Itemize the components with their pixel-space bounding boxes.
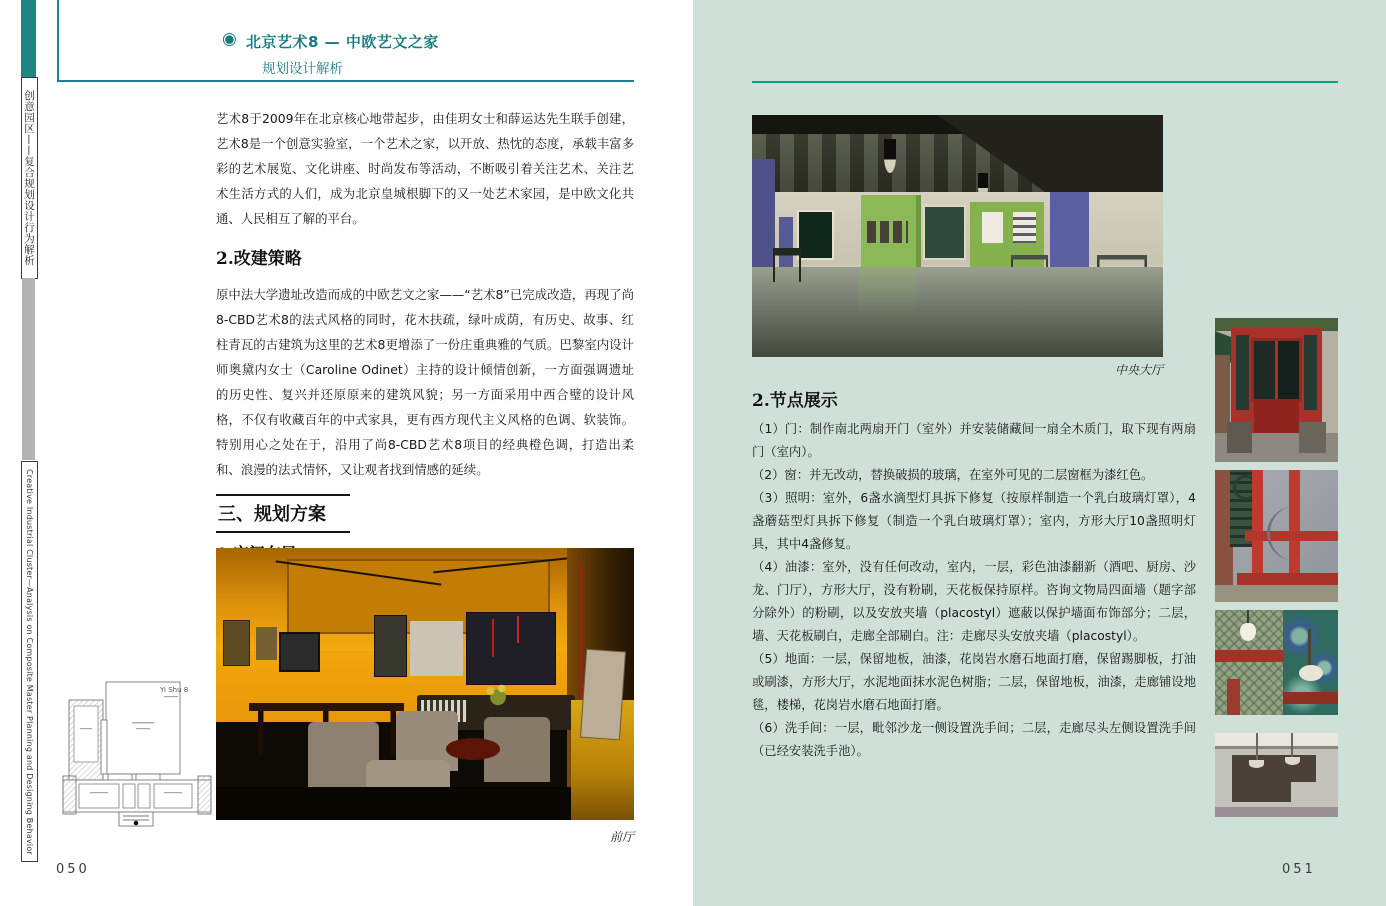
header-bullet-icon: ◉ — [222, 29, 237, 49]
photo-tv-screen — [279, 632, 321, 671]
photo-glass-curve — [1267, 507, 1319, 560]
photo-console-table — [249, 703, 404, 711]
right-page-number: 051 — [1282, 862, 1316, 877]
photo-wall-frames — [224, 621, 249, 665]
photo-floor-reflection — [859, 267, 917, 315]
strategy-paragraph: 原中法大学遗址改造而成的中欧艺文之家——“艺术8”已完成改造，再现了尚8-CBD艺术8的法式风格的同时，花木扶疏，绿叶成荫，有历史、故事、红柱青瓦的古建筑为这里的艺术8更增添了一份庄重典雅的气质。巴黎室内设计师奥黛内女士（Caroline Odinet）主持的设计倾情创新，一方面强调遗址的历史性、复兴并还原原来的建筑风貌；另一方面采用中西合璧的设计风格，不仅有收藏百年的中式家具，更有西方现代主义风格的色调、软装饰。特别用心之处在于，沿用了尚8-CBD艺术8项目的经典橙色调，打造出柔和、浪漫的法式情怀，又让观者找到情感的延续。 — [216, 287, 634, 477]
photo-artwork-canvas — [410, 621, 462, 675]
photo-small-art-row — [867, 221, 908, 243]
floor-plan-drawing — [60, 672, 214, 848]
photo-leaning-art — [581, 650, 625, 739]
photo-blue-panel-right — [1050, 192, 1089, 277]
photo-flower-bouquet — [479, 681, 517, 705]
sidebar-teal-bar — [21, 0, 36, 77]
header-horizontal-rule — [57, 80, 634, 82]
photo-white-art — [1013, 212, 1036, 243]
photo-red-post — [1227, 679, 1239, 715]
photo-red-beam — [1215, 650, 1283, 663]
series-title-en-text: Creative Industrial Cluster—Analysis on Composite Master Planning and Designing Behavior — [25, 468, 34, 855]
photo-coffer-band — [1283, 692, 1338, 705]
front-hall-caption: 前厅 — [609, 830, 634, 844]
room-corner-photo — [1215, 733, 1338, 817]
left-page-number: 050 — [56, 862, 90, 877]
node-item-lighting: （3）照明：室外，6盏水滴型灯具拆下修复（按原样制造一个乳白玻璃灯罩），4盏蘑菇型灯具拆下修复（制造一个乳白玻璃灯罩）；室内，方形大厅10盏照明灯具，其中4盏修复。 — [752, 491, 1196, 551]
photo-stone-block — [1227, 422, 1252, 454]
right-body-column — [752, 386, 1196, 763]
nodes-heading: 2.节点展示 — [752, 391, 838, 411]
photo-pendant-shade — [1285, 757, 1300, 765]
strategy-heading: 2.改建策略 — [216, 249, 302, 269]
node-item-floor: （5）地面：一层，保留地板，油漆，花岗岩水磨石地面打磨，保留踢脚板，打油或刷漆，方形大厅，水泥地面抹水泥色树脂；二层，保留地板，油漆，走廊铺设地毯，楼梯，花岗岩水磨石地面打磨。 — [752, 652, 1196, 712]
photo-pendant — [1256, 733, 1258, 762]
right-header-rule — [752, 81, 1338, 83]
node-item-door: （1）门：制作南北两扇开门（室外）并安装储藏间一扇全木质门，取下现有两扇门（室内）。 — [752, 422, 1196, 459]
photo-white-art — [982, 212, 1003, 243]
right-page — [693, 0, 1386, 906]
central-hall-caption: 中央大厅 — [1114, 363, 1163, 377]
photo-artwork-grid — [375, 616, 406, 676]
photo-artwork-red-streak — [492, 619, 494, 657]
red-window-photo — [1215, 470, 1338, 602]
central-hall-photo — [752, 115, 1163, 357]
photo-side-lattice — [1236, 335, 1250, 410]
photo-ledge — [1215, 585, 1338, 602]
photo-ceiling-band — [1215, 733, 1338, 746]
photo-bulb — [1240, 623, 1256, 642]
header-vertical-rule — [57, 0, 59, 82]
photo-artwork-dark — [467, 613, 555, 684]
red-door-photo — [1215, 318, 1338, 462]
photo-artwork-red-streak — [517, 616, 519, 643]
photo-window-sill — [1237, 573, 1338, 585]
page-subtitle: 规划设计解析 — [262, 61, 343, 77]
photo-panel-step — [1291, 782, 1316, 802]
sidebar-series-title-cn — [21, 77, 38, 279]
painted-ceiling-photo — [1215, 610, 1338, 715]
sidebar-gray-bar — [22, 278, 35, 460]
sidebar-series-title-en — [21, 461, 38, 862]
floor-plan-label: Yi Shu 8 — [160, 686, 189, 694]
page-title: 北京艺术8 — 中欧艺文之家 — [246, 33, 439, 51]
photo-chandelier — [884, 139, 896, 173]
photo-baseboard — [1215, 807, 1338, 817]
photo-side-lattice — [1304, 335, 1318, 410]
node-item-window: （2）窗：并无改动，替换破损的玻璃，在室外可见的二层窗框为漆红色。 — [752, 468, 1154, 482]
photo-cornice — [1215, 746, 1338, 749]
intro-paragraph: 艺术8于2009年在北京核心地带起步，由佳玥女士和薛运达先生联手创建，艺术8是一个创意实验室，一个艺术之家，以开放、热忱的态度，承载丰富多彩的艺术展览、文化讲座、时尚发布等活动，不断吸引着关注艺术、关注艺术生活方式的人们，成为北京皇城根脚下的又一处艺术家园，是中欧文化共通、人民相互了解的平台。 — [216, 111, 634, 226]
photo-stone-block — [1299, 422, 1326, 454]
photo-side-table — [773, 248, 802, 282]
photo-lamp-stem — [1308, 629, 1311, 669]
photo-gallery-floor — [752, 267, 1163, 357]
front-hall-photo — [216, 548, 634, 820]
photo-wall-frames — [256, 627, 277, 660]
photo-pendant — [1291, 733, 1293, 758]
photo-door-lower — [1254, 399, 1298, 434]
photo-landscape-painting — [925, 207, 964, 258]
node-item-washroom: （6）洗手间：一层，毗邻沙龙一侧设置洗手间；二层，走廊尽头左侧设置洗手间（已经安装洗手池）。 — [752, 721, 1196, 758]
left-body-column — [216, 106, 634, 564]
photo-portrait-painting — [799, 212, 832, 258]
photo-door-glass — [1254, 341, 1298, 399]
node-item-paint: （4）油漆：室外，没有任何改动，室内，一层，彩色油漆翻新（酒吧、厨房、沙龙、门厅），方形大厅，没有粉刷，天花板保持原样。咨询文物局四面墙（题字部分除外）的粉刷，以及安放夹墙（placostyl）遮蔽以保护墙面布饰部分；二层，墙、天花板刷白，走廊全部刷白。注：走廊尽头安放夹墙（placostyl）。 — [752, 560, 1196, 643]
series-title-cn-text: 创意园区——复合规划设计行为解析 — [23, 90, 35, 266]
chapter-heading: 三、规划方案 — [216, 494, 350, 533]
